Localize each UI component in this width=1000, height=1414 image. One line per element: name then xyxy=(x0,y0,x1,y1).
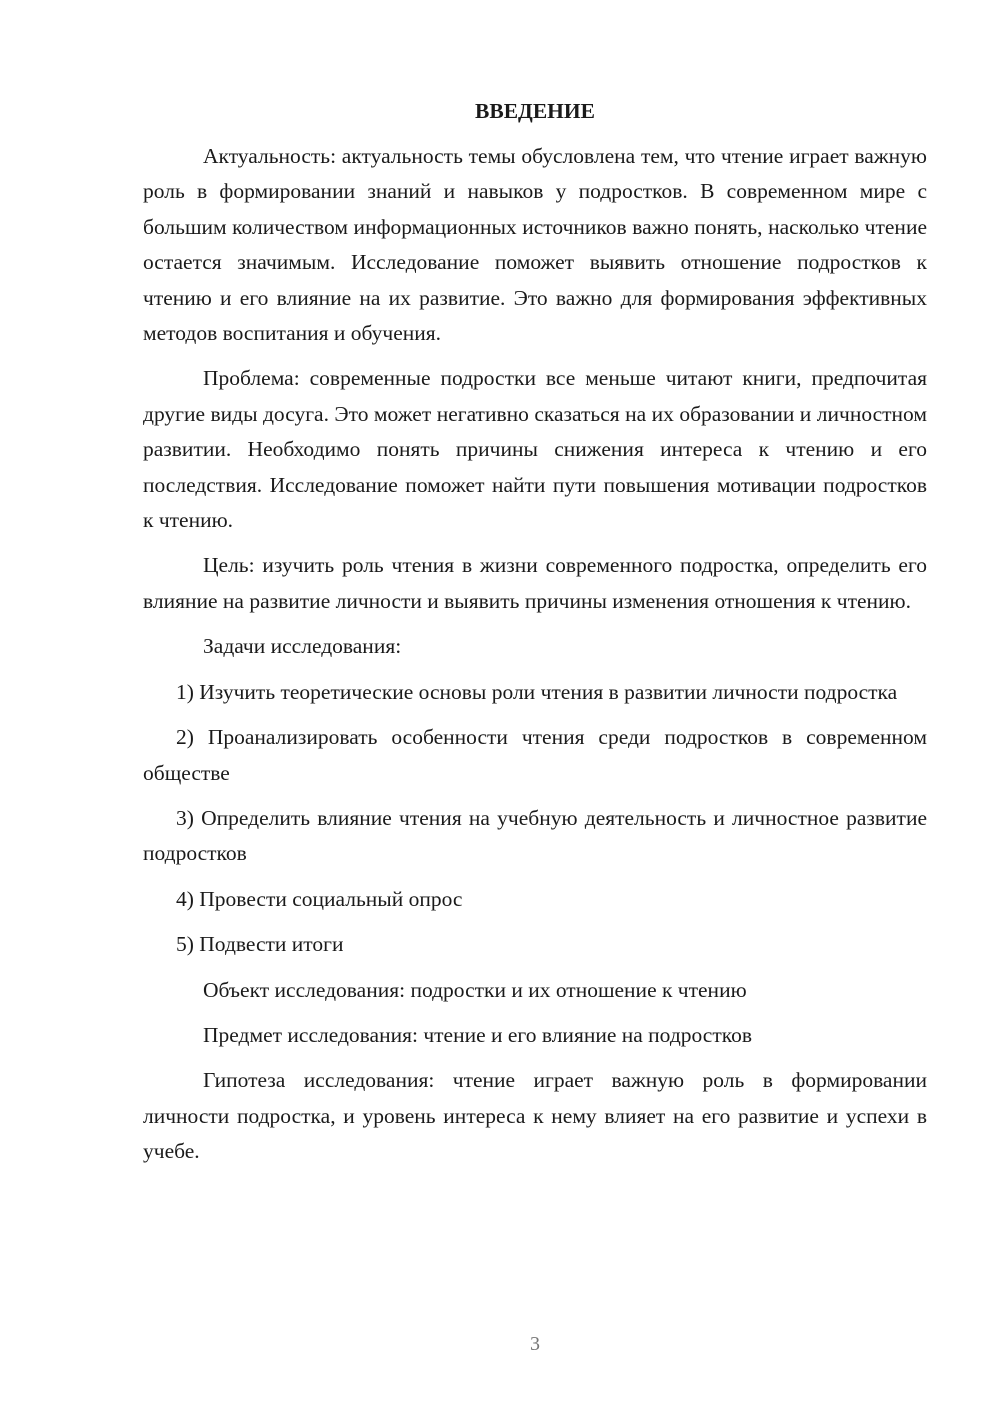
task-item-5: 5) Подвести итоги xyxy=(176,932,344,957)
task-item-3: 3) Определить влияние чтения на учебную деятельность и личностное развитие подростков xyxy=(143,805,927,866)
task-item-4: 4) Провести социальный опрос xyxy=(176,886,463,911)
research-object: Объект исследования: подростки и их отношение к чтению xyxy=(203,977,747,1002)
task-item-1: 1) Изучить теоретические основы роли чтения в развитии личности подростка xyxy=(176,679,898,704)
section-title: ВВЕДЕНИЕ xyxy=(475,99,595,123)
goal-paragraph: Цель: изучить роль чтения в жизни современного подростка, определить его влияние на развитие личности и выявить причины изменения отношения к чтению. xyxy=(143,553,927,613)
research-subject: Предмет исследования: чтение и его влияние на подростков xyxy=(203,1022,752,1047)
problem-paragraph: Проблема: современные подростки все меньше читают книги, предпочитая другие виды досуга. Это может негативно сказаться на их образовании и личностном развитии. Необходимо понять причины снижения интереса к чтению и его последствия. Исследование поможет найти пути повышения мотивации подростков к чтению. xyxy=(143,366,927,533)
page-content xyxy=(143,96,927,1180)
page-number: 3 xyxy=(530,1333,540,1355)
relevance-paragraph: Актуальность: актуальность темы обусловлена тем, что чтение играет важную роль в формировании знаний и навыков у подростков. В современном мире с большим количеством информационных источников важно понять, насколько чтение остается значимым. Исследование поможет выявить отношение подростков к чтению и его влияние на их развитие. Это важно для формирования эффективных методов воспитания и обучения. xyxy=(143,144,927,346)
task-item-2: 2) Проанализировать особенности чтения среди подростков в современном обществе xyxy=(143,725,927,785)
research-hypothesis: Гипотеза исследования: чтение играет важную роль в формировании личности подростка, и уровень интереса к нему влияет на его развитие и успехи в учебе. xyxy=(143,1068,927,1164)
tasks-heading: Задачи исследования: xyxy=(203,634,402,659)
